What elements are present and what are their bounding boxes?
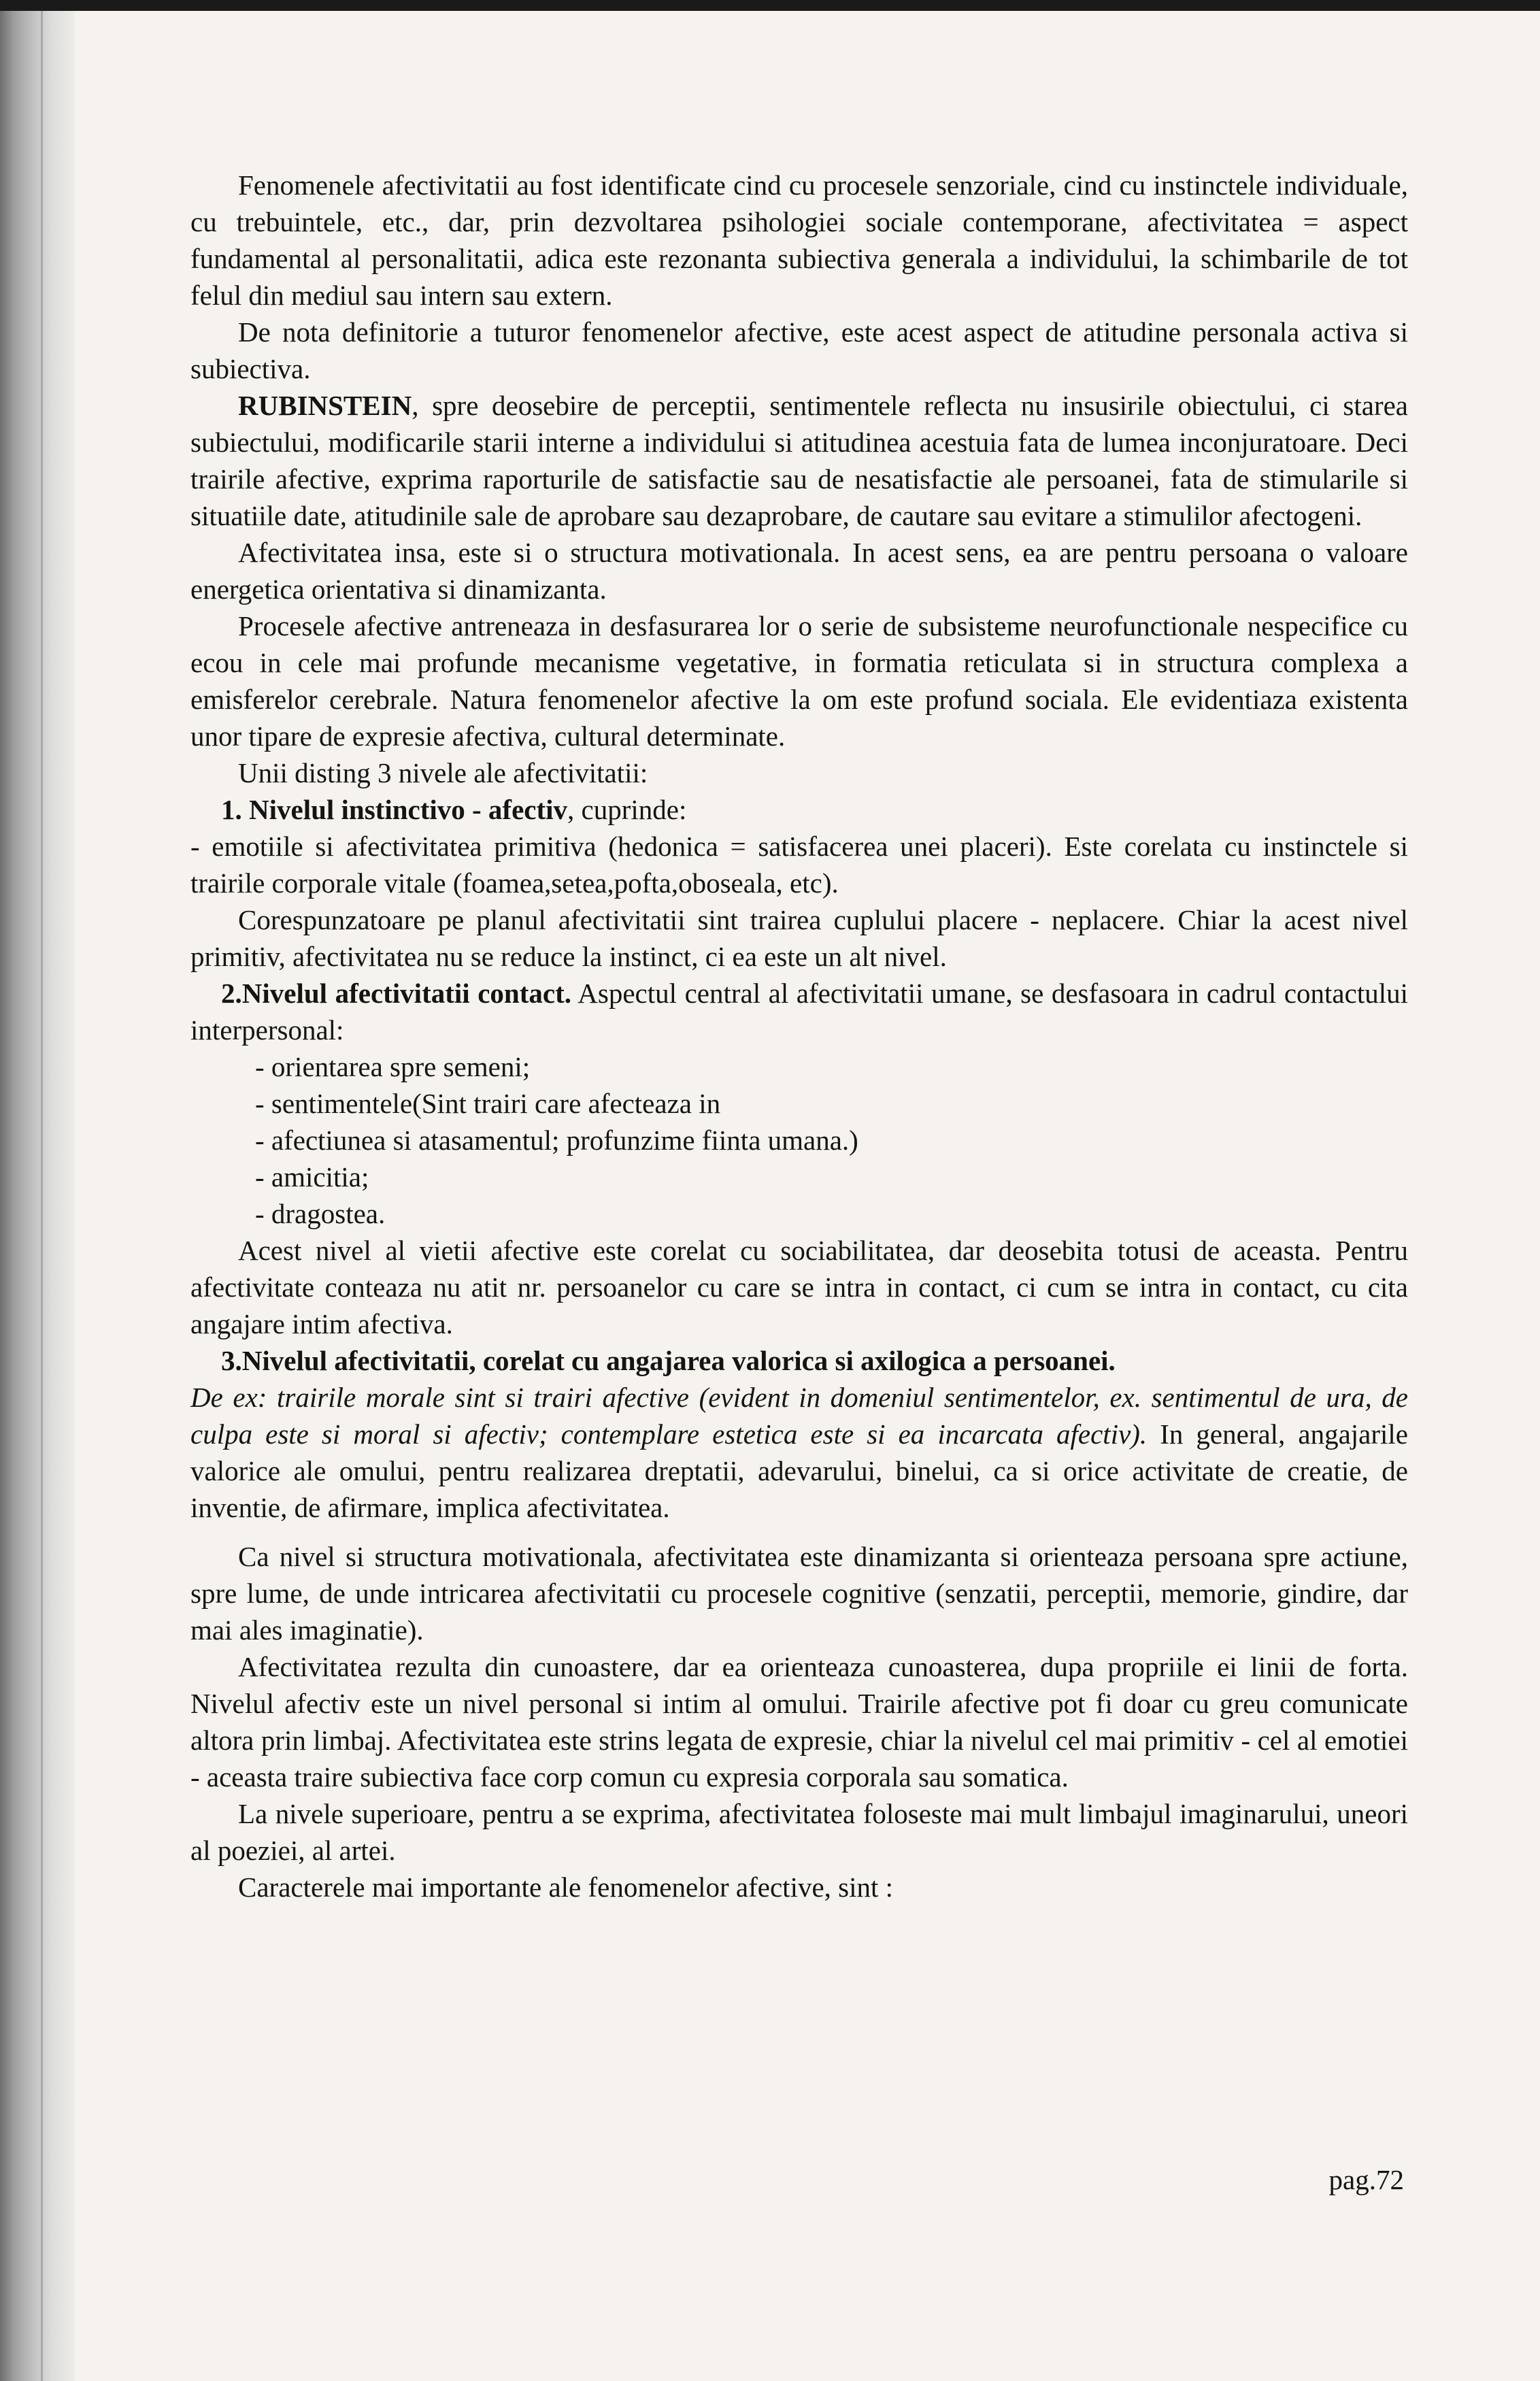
level-1-body: - emotiile si afectivitatea primitiva (hedonica = satisfacerea unei placeri). Este corelata cu instinctele si trairile corporale vitale (foamea,setea,pofta,oboseala, etc). — [190, 831, 1408, 899]
level-1-title: 1. Nivelul instinctivo - afectiv — [221, 794, 568, 825]
list-item: - afectiunea si atasamentul; profunzime fiinta umana.) — [255, 1125, 858, 1156]
book-spine-shadow — [0, 11, 75, 2381]
paragraph-affectivity-intro: Fenomenele afectivitatii au fost identificate cind cu procesele senzoriale, cind cu instinctele individuale, cu trebuintele, etc., dar, prin dezvoltarea psihologiei sociale contemporane, afectivitatea = aspect fundamental al personalitatii, adica este rezonanta subiectiva generala a individului, la schimbarile de tot felul din mediul sau intern sau extern. — [190, 169, 1408, 311]
paragraph-motivational-structure: Ca nivel si structura motivationala, afectivitatea este dinamizanta si orienteaza persoana spre actiune, spre lume, de unde intricarea afectivitatii cu procesele cognitive (senzatii, perceptii, memorie, gindire, dar mai ales imaginatie). — [190, 1541, 1408, 1646]
rubinstein-text: , spre deosebire de perceptii, sentimentele reflecta nu insusirile obiectului, ci starea subiectului, modificarile starii interne a individului si atitudinea acestuia fata de lumea inconjuratoare. Deci trairile afective, exprima raporturile de satisfactie sau de nesatisfactie ale persoanei, fata de stimularile si situatiile date, atitudinile sale de aprobare sau dezaprobare, de cautare sau evitare a stimulilor afectogeni. — [190, 390, 1408, 531]
page-number: pag.72 — [1328, 2164, 1404, 2195]
paragraph-rubinstein — [190, 387, 1408, 534]
level-3-text: In general, angajarile valorice ale omului, pentru realizarea dreptatii, adevarului, binelui, ca si orice activitate de creatie, de inventie, de afirmare, implica afectivitatea. — [190, 1418, 1408, 1523]
level-3-example: De ex: trairile morale sint si trairi afective (evident in domeniul sentimentelor, ex. sentimentul de ura, de culpa este si moral si afectiv; contemplare estetica este si ea incarcata afectiv). — [190, 1382, 1408, 1450]
page-text-body — [190, 167, 1408, 1905]
paragraph-characteristics: Caracterele mai importante ale fenomenelor afective, sint : — [238, 1871, 894, 1903]
paragraph-affective-processes: Procesele afective antreneaza in desfasurarea lor o serie de subsisteme neurofunctionale nespecifice cu ecou in cele mai profunde mecanisme vegetative, in formatia reticulata si in structura complexa a emisferelor cerebrale. Natura fenomenelor afective la om este profund sociala. Ele evidentiaza existenta unor tipare de expresie afectiva, cultural determinate. — [190, 610, 1408, 752]
level-1-title-suffix: , cuprinde: — [567, 794, 687, 825]
list-item: - sentimentele(Sint trairi care afecteaza in — [255, 1088, 721, 1119]
paragraph-definition: De nota definitorie a tuturor fenomenelor afective, este acest aspect de atitudine personala activa si subiectiva. — [190, 316, 1408, 384]
spine-fold-line — [41, 11, 43, 2381]
level-2-title: 2.Nivelul afectivitatii contact. — [221, 978, 571, 1009]
paragraph-sociability: Acest nivel al vietii afective este corelat cu sociabilitatea, dar deosebita totusi de aceasta. Pentru afectivitate conteaza nu atit nr. persoanelor cu care se intra in contact, ci cum se intra in contact, cu cita angajare intim afectiva. — [190, 1235, 1408, 1339]
paragraph-knowledge: Afectivitatea rezulta din cunoastere, dar ea orienteaza cunoasterea, dupa propriile ei linii de forta. Nivelul afectiv este un nivel personal si intim al omului. Trairile afective pot fi doar cu greu comunicate altora prin limbaj. Afectivitatea este strins legata de expresie, chiar la nivelul cel mai primitiv - cel al emotiei - aceasta traire subiectiva face corp comun cu expresia corporala sau somatica. — [190, 1651, 1408, 1793]
scan-top-border — [0, 0, 1540, 11]
level-2-heading — [190, 975, 1408, 1048]
paragraph-three-levels: Unii disting 3 nivele ale afectivitatii: — [238, 757, 648, 788]
paragraph-motivational: Afectivitatea insa, este si o structura motivationala. In acest sens, ea are pentru persoana o valoare energetica orientativa si dinamizanta. — [190, 537, 1408, 605]
level-2-text: Aspectul central al afectivitatii umane, se desfasoara in cadrul contactului interpersonal: — [190, 978, 1408, 1046]
level-1-heading — [190, 791, 1408, 828]
paragraph-gap — [190, 1526, 1408, 1538]
level-1-body-continued: Corespunzatoare pe planul afectivitatii sint trairea cuplului placere - neplacere. Chiar la acest nivel primitiv, afectivitatea nu se reduce la instinct, ci ea este un alt nivel. — [190, 904, 1408, 972]
level-3-title: 3.Nivelul afectivitatii, corelat cu angajarea valorica si axilogica a persoanei. — [221, 1345, 1116, 1376]
list-item: - dragostea. — [255, 1198, 386, 1229]
level-3-body — [190, 1379, 1408, 1526]
paragraph-higher-levels: La nivele superioare, pentru a se exprima, afectivitatea foloseste mai mult limbajul imaginarului, uneori al poeziei, al artei. — [190, 1798, 1408, 1866]
list-item: - orientarea spre semeni; — [255, 1051, 531, 1082]
list-item: - amicitia; — [255, 1161, 369, 1193]
author-name-rubinstein: RUBINSTEIN — [238, 390, 412, 421]
level-2-list — [190, 1048, 1408, 1232]
